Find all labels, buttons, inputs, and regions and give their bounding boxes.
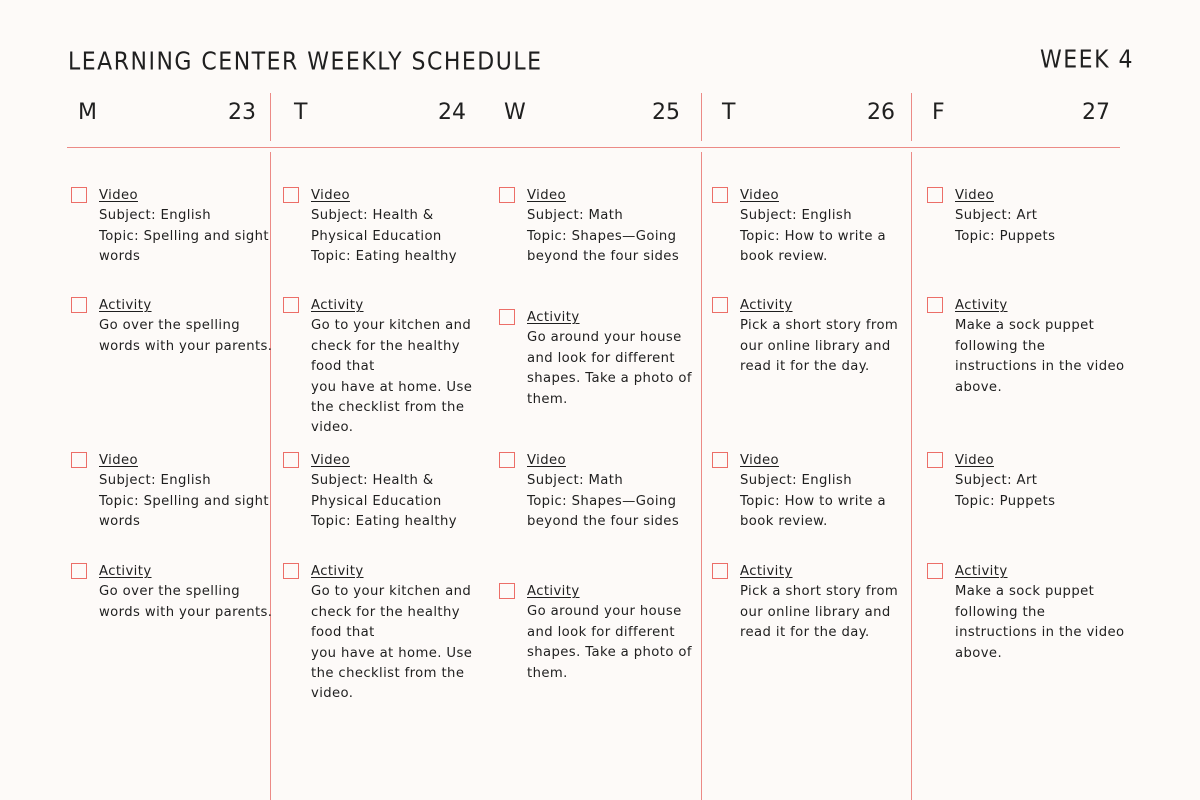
entry-line: Topic: Eating healthy — [311, 249, 457, 265]
task-checkbox[interactable] — [712, 452, 728, 468]
schedule-entry — [740, 562, 898, 644]
entry-line: Pick a short story from — [740, 584, 899, 600]
entry-line: our online library and — [740, 604, 891, 620]
entry-title: Activity — [311, 564, 364, 579]
entry-line: Topic: How to write a — [740, 493, 887, 509]
schedule-entry — [99, 562, 272, 623]
schedule-entry — [311, 186, 457, 268]
task-checkbox[interactable] — [712, 563, 728, 579]
task-checkbox[interactable] — [927, 187, 943, 203]
task-checkbox[interactable] — [712, 297, 728, 313]
day-letter: W — [504, 100, 526, 125]
entry-title: Activity — [99, 298, 152, 313]
schedule-entry — [740, 186, 886, 268]
entry-line: Topic: Spelling and sight — [99, 493, 270, 509]
entry-line: Subject: Art — [955, 208, 1038, 224]
task-checkbox[interactable] — [927, 452, 943, 468]
day-header — [932, 100, 1110, 134]
task-checkbox[interactable] — [283, 297, 299, 313]
day-letter: T — [722, 100, 736, 125]
entry-title: Activity — [955, 564, 1008, 579]
entry-line: book review. — [740, 514, 828, 530]
entry-line: Subject: Math — [527, 473, 624, 489]
entry-line: them. — [527, 665, 568, 681]
task-checkbox[interactable] — [71, 452, 87, 468]
header-divider — [270, 93, 271, 141]
task-checkbox[interactable] — [71, 187, 87, 203]
task-checkbox[interactable] — [927, 297, 943, 313]
entry-line: shapes. Take a photo of — [527, 371, 692, 387]
entry-line: Topic: Eating healthy — [311, 514, 457, 530]
entry-line: and look for different — [527, 624, 675, 640]
entry-line: check for the healthy — [311, 604, 460, 620]
entry-line: words with your parents. — [99, 338, 273, 354]
day-date: 27 — [1082, 100, 1110, 125]
entry-title: Video — [99, 453, 138, 468]
entry-line: and look for different — [527, 350, 675, 366]
entry-line: words — [99, 514, 141, 530]
entry-line: the checklist from the — [311, 666, 465, 682]
entry-line: them. — [527, 391, 568, 407]
task-checkbox[interactable] — [499, 187, 515, 203]
entry-line: Subject: English — [99, 473, 211, 489]
entry-line: Topic: Puppets — [955, 493, 1056, 509]
header-divider — [701, 93, 702, 141]
entry-line: instructions in the video — [955, 359, 1125, 375]
task-checkbox[interactable] — [71, 563, 87, 579]
entry-line: Physical Education — [311, 493, 442, 509]
entry-title: Activity — [99, 564, 152, 579]
column-divider — [911, 152, 912, 800]
task-checkbox[interactable] — [283, 187, 299, 203]
entry-line: Go around your house — [527, 604, 682, 620]
task-checkbox[interactable] — [283, 452, 299, 468]
entry-line: Pick a short story from — [740, 318, 899, 334]
schedule-entry — [955, 562, 1125, 664]
task-checkbox[interactable] — [927, 563, 943, 579]
day-letter: F — [932, 100, 945, 125]
day-letter: T — [294, 100, 308, 125]
task-checkbox[interactable] — [71, 297, 87, 313]
entry-line: food that — [311, 625, 375, 641]
task-checkbox[interactable] — [712, 187, 728, 203]
entry-line: Make a sock puppet — [955, 584, 1095, 600]
entry-line: Topic: Shapes—Going — [527, 493, 677, 509]
day-date: 23 — [228, 100, 256, 125]
entry-title: Video — [955, 188, 994, 203]
task-checkbox[interactable] — [499, 309, 515, 325]
schedule-entry — [311, 451, 457, 533]
entry-title: Activity — [955, 298, 1008, 313]
entry-line: you have at home. Use — [311, 645, 473, 661]
column-divider — [701, 152, 702, 800]
day-date: 25 — [652, 100, 680, 125]
entry-title: Video — [527, 453, 566, 468]
day-letter: M — [78, 100, 97, 125]
schedule-entry — [99, 296, 272, 357]
header-divider — [911, 93, 912, 141]
entry-line: Subject: English — [740, 473, 852, 489]
entry-line: Topic: Puppets — [955, 228, 1056, 244]
entry-line: food that — [311, 359, 375, 375]
entry-line: following the — [955, 604, 1046, 620]
entry-title: Video — [527, 188, 566, 203]
entry-line: book review. — [740, 249, 828, 265]
entry-line: read it for the day. — [740, 625, 870, 641]
day-date: 24 — [438, 100, 466, 125]
entry-line: Subject: Math — [527, 208, 624, 224]
entry-title: Video — [955, 453, 994, 468]
entry-line: Go to your kitchen and — [311, 584, 472, 600]
schedule-entry — [99, 186, 269, 268]
entry-line: Subject: Art — [955, 473, 1038, 489]
entry-line: Go over the spelling — [99, 584, 240, 600]
entry-line: words — [99, 249, 141, 265]
task-checkbox[interactable] — [499, 452, 515, 468]
entry-title: Video — [740, 453, 779, 468]
entry-title: Activity — [527, 584, 580, 599]
entry-line: Go around your house — [527, 330, 682, 346]
schedule-entry — [99, 451, 269, 533]
entry-title: Video — [311, 453, 350, 468]
page-title: LEARNING CENTER WEEKLY SCHEDULE — [68, 48, 543, 76]
entry-line: Go over the spelling — [99, 318, 240, 334]
entry-line: video. — [311, 420, 354, 436]
task-checkbox[interactable] — [499, 583, 515, 599]
schedule-entry — [955, 451, 1055, 512]
schedule-entry — [955, 186, 1055, 247]
entry-line: Subject: Health & — [311, 208, 434, 224]
schedule-entry — [740, 451, 886, 533]
day-header — [294, 100, 466, 134]
entry-title: Video — [99, 188, 138, 203]
day-date: 26 — [867, 100, 895, 125]
entry-line: Subject: Health & — [311, 473, 434, 489]
schedule-entry — [527, 186, 679, 268]
entry-line: you have at home. Use — [311, 379, 473, 395]
schedule-entry — [311, 562, 472, 705]
entry-line: check for the healthy — [311, 338, 460, 354]
day-header — [722, 100, 895, 134]
entry-title: Activity — [740, 298, 793, 313]
entry-line: beyond the four sides — [527, 249, 680, 265]
entry-title: Activity — [740, 564, 793, 579]
entry-title: Activity — [311, 298, 364, 313]
entry-line: video. — [311, 686, 354, 702]
entry-line: Go to your kitchen and — [311, 318, 472, 334]
entry-line: above. — [955, 379, 1003, 395]
task-checkbox[interactable] — [283, 563, 299, 579]
entry-title: Video — [740, 188, 779, 203]
entry-line: Subject: English — [99, 208, 211, 224]
day-header — [78, 100, 256, 134]
entry-line: Topic: Shapes—Going — [527, 228, 677, 244]
schedule-entry — [527, 451, 679, 533]
entry-line: Physical Education — [311, 228, 442, 244]
entry-line: the checklist from the — [311, 400, 465, 416]
schedule-entry — [527, 308, 692, 410]
entry-line: following the — [955, 338, 1046, 354]
entry-line: words with your parents. — [99, 604, 273, 620]
schedule-entry — [740, 296, 898, 378]
entry-title: Video — [311, 188, 350, 203]
day-header — [504, 100, 680, 134]
entry-line: Subject: English — [740, 208, 852, 224]
entry-line: Make a sock puppet — [955, 318, 1095, 334]
entry-title: Activity — [527, 310, 580, 325]
schedule-entry — [311, 296, 472, 439]
entry-line: Topic: Spelling and sight — [99, 228, 270, 244]
entry-line: beyond the four sides — [527, 514, 680, 530]
header-rule — [67, 147, 1120, 148]
entry-line: shapes. Take a photo of — [527, 645, 692, 661]
week-label: WEEK 4 — [1040, 46, 1134, 74]
schedule-entry — [955, 296, 1125, 398]
entry-line: above. — [955, 645, 1003, 661]
column-divider — [270, 152, 271, 800]
entry-line: Topic: How to write a — [740, 228, 887, 244]
entry-line: read it for the day. — [740, 359, 870, 375]
entry-line: our online library and — [740, 338, 891, 354]
entry-line: instructions in the video — [955, 625, 1125, 641]
schedule-entry — [527, 582, 692, 684]
